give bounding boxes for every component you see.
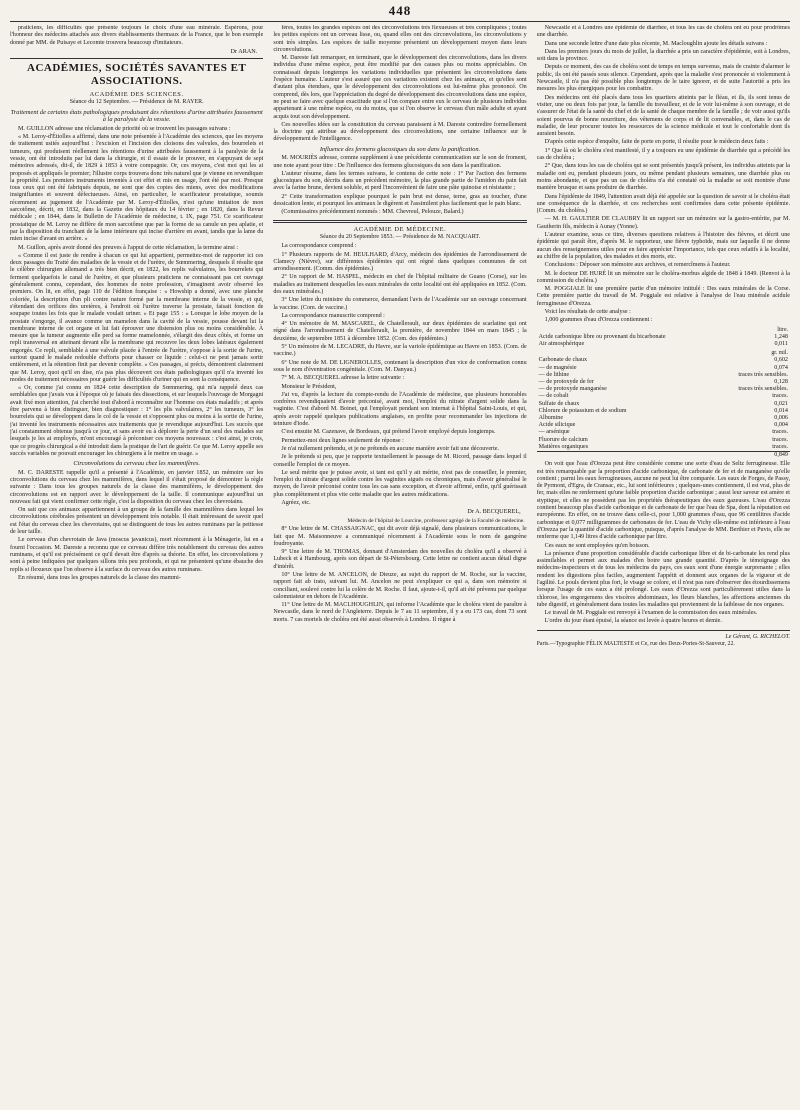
table-row	[537, 386, 790, 393]
paragraph: La correspondance comprend :	[281, 243, 357, 250]
paragraph: « M. Leroy-d'Étiolles a affirmé, dans une note présentée à l'Académie des sciences, que les moyens de traitement usités aujourd'hui : l'excision et l'incision des cloisons des valvules, des bourrelets et tumeurs, qui produisent réellement les rétentions d'urine attribuées faussement à la paralysie de la vessie, ont été introduits par lui dans la chirurgie, et il essaie de le prouver, en s'appuyant de sept mémoires adressés, dit-il, de 1829 à 1853 à votre compagnie. Or, ces moyens, c'est moi qui les ai proposés et appliqués le premier; l'illustre corps trouvera donc très naturel que je vienne en revendiquer la propriété. Les premiers instruments inventés à cet effet et mis en usage, l'ont été par moi. Presque tous ceux qui ont été fabriqués depuis, ne sont que des copies des miens, avec des modifications insignifiantes et souvent défectueuses. Ainsi, en particulier, le scarificateur prostatique, soumis récemment au jugement de l'Académie par M. Leroy-d'Étiolles, n'est qu'une imitation de mon sarcotôme, décrit, en 1832, dans la Gazette des hôpitaux du 14 février ; en 1820, dans la Revue médicale ; en 1844, dans le Bulletin de l'Académie de médecine, t. IX, page 751. Ce scarificateur prostatique de M. Leroy ne diffère de mon sarcotôme que par la forme de sa canule un peu aplatie, et par la disposition du tranchant de la lame intérieure qui incise d'arrière en avant, tandis que la lame du mien incise d'avant en arrière. »	[10, 134, 264, 243]
paragraph: La présence d'une proportion considérable d'acide carbonique libre et de bi-carbonate les rend plus assimilables et permet aux malades d'en boire une grande quantité. D'après le témoignage des médecins-inspecteurs et de tous les médecins du pays, ces eaux sont d'une énergie surprenante ; elles rendent les digestions plus faciles, augmentent l'appétit et donnent aux organes de la vigueur et de l'agilité. Le pouls devient plus fort, le visage se colore, et il n'est pas rare d'observer des étourdissemens lorsque l'usage de ces eaux a été prolongé. Les eaux d'Orezza sont particulièrement utiles dans la chlorose, les engorgemens des viscères abdominaux, les fleurs blanches, les affections anciennes du tube digestif, et généralement dans toutes les maladies qui proviennent de la faiblesse de nos organes.	[536, 550, 790, 608]
table-cell-label: Albumine	[538, 415, 564, 422]
paragraph: 10° Une lettre de M. ANCELON, de Dieuze, au sujet du rapport de M. Roche, sur la vaccine, rapport fait ab irato, suivant lui. M. Ancelon ne peut s'expliquer ce qui a, dans son mémoire si conciliant, soulevé contre lui la colère de M. Roche. Il faut, ajoute-t-il, qu'il ait été prévenu par quelque calomniateur en dehors de l'Académie.	[273, 571, 527, 600]
table-row	[537, 341, 790, 348]
footer-rule	[537, 630, 790, 631]
session-line: Séance du 12 Septembre. — Présidence de M. RAYER.	[69, 99, 204, 106]
paragraph: Conclusions : Déposer son mémoire aux archives, et remercîmens à l'auteur.	[544, 262, 731, 269]
table-cell-value: 0,014	[774, 407, 788, 414]
article-title: Influence des fermens glucosiques du son dans la panification.	[319, 145, 481, 153]
table-row	[537, 379, 790, 386]
table-cell-label: — de magnésie	[538, 364, 577, 371]
academy-title: ACADÉMIE DE MÉDECINE.	[353, 225, 447, 233]
gerant-line: Le Gérant, G. RICHELOT.	[725, 633, 790, 640]
paragraph: 1,000 grammes d'eau d'Orezza contiennent :	[544, 317, 653, 324]
signature-note: Médecin de l'hôpital de Lourcine, professeur agrégé de la Faculté de médecine.	[347, 517, 525, 524]
paragraph: L'ordre du jour étant épuisé, la séance est levée à quatre heures et demie.	[544, 618, 722, 625]
signature: Dr ARAN.	[230, 47, 258, 55]
table-cell-value: traces.	[772, 393, 788, 400]
table-row	[537, 365, 790, 372]
section-rule	[273, 220, 526, 223]
paragraph: Le seul mérite que je puisse avoir, si tant est qu'il y ait mérite, n'est pas de conseiller, le premier, l'emploi du nitrate d'argent solide contre les vaginites aiguës ou chroniques, mais d'avoir généralisé le moyen, de l'avoir préconisé contre tous les cas sans exception, et d'avoir affirmé, enfin, qu'il guérissait plus complètement et plus vite cette maladie que les autres médications.	[273, 469, 527, 498]
paragraph: 9° Une lettre de M. THOMAS, donnant d'Amsterdam des nouvelles du choléra qu'il a observé à Lubeck et à Hambourg, après son départ de St-Pétersbourg. Cette lettre ne contient aucun détail digne d'intérêt.	[273, 549, 527, 570]
paragraph: 2° Que, dans tous les cas de choléra qui se sont présentés jusqu'à présent, les individus atteints par la maladie ont eu, pendant plusieurs jours, ou même pendant plusieurs semaines, une diarrhée plus ou moins abondante, et que pas un cas de choléra n'a été constaté où la maladie se soit montrée d'une manière brusque et sans produire de diarrhée.	[536, 163, 790, 192]
footer	[537, 630, 790, 649]
paragraph: Ces nouvelles idées sur la constitution du cerveau paraissent à M. Dareste contredire formellement la doctrine qui attribue au développement des circonvolutions, une certaine influence sur le développement de l'intelligence.	[273, 121, 527, 143]
article-title: Circonvolutions du cerveau chez les mammifères.	[73, 460, 200, 468]
table-cell-value: 0,602	[774, 357, 788, 364]
paragraph: « Or, comme j'ai connu en 1824 cette description de Sœmmering, qui m'a rappelé deux cas semblables que j'avais vus à l'époque où je faisais des dissections, et sur lesquels l'ouvrage de Morgagni avait fixé mon attention, j'ai cherché tout d'abord à reconnaître sur l'homme ces états maladifs ; et après être parvenu à bien distinguer, bien diagnostiquer : 1° les plis valvulaires, 2° les tumeurs, 3° les bourrelets qui se développent dans le col de la vessie et s'opposent plus ou moins à la sortie de l'urine, j'ai inventé les instruments nécessaires aux traitements que je revendique aujourd'hui. Les succès que j'ai constamment obtenus jusqu'à ce jour, et sans avoir eu à déplorer la perte d'un seul des malades sur lesquels je les ai employés, m'ont encouragé à préconiser ces moyens nouveaux : c'est ainsi, je crois, que ce progrès chirurgical a été introduit dans la pratique de l'art de guérir. Ce que M. Leroy appelle ses succès variables ne pouvait encourager les chirurgiens à le mettre en usage. »	[10, 385, 264, 457]
paragraph: 11° Une lettre de M. MACLHOUGHLIN, qui informe l'Académie que le choléra vient de paraître à Newcastle, dans le nord de l'Angleterre. Depuis le 7 au 11 septembre, il y a eu 173 cas, dont 73 sont morts. 7 cas mortels de choléra ont été aussi observés à Londres. Il règne à	[273, 602, 527, 623]
paragraph: Newcastle et à Londres une épidémie de diarrhée, et tous les cas de choléra ont eu pour prodrômes une diarrhée.	[536, 25, 790, 39]
header-rule	[10, 21, 790, 22]
paragraph: « Comme il est juste de rendre à chacun ce qui lui appartient, permettez-moi de rapporter ici ces deux passages du Traité des maladies de la vessie et de l'urètre, de Sœmmering, desquels il résulte que le célèbre chirurgien allemand a très bien décrit, en 1822, les replis valvulaires, les bourrelets qui ferment quelquefois le canal de l'urètre, et que plusieurs praticiens ne connaissant pas cet ouvrage généralement connu, cependant, des hommes de notre profession, s'imaginent avoir observé les premiers. On lit, en effet, page 110 de l'édition française : « Howship a donné, avec une planche coloriée, la description d'un pli contre nature formé par la membrane interne de la vessie, et qui, s'étendant des orifices des uretères, à l'endroit où l'urètre traverse la prostate, faisait fonction de soupape toutes les fois que le malade voulait uriner. » Et page 155 : « Lorsque le lobe moyen de la prostate s'engorge, il avance comme un mamelon dans la cavité de la vessie, pousse devant lui la membrane interne de cet organe et lui fait éprouver une distension plus ou moins considérable. À mesure que la tumeur augmente elle perd sa forme mamelonnée, s'élargit des deux côtés, et forme un repli transversal en atteinant devant elle la membrane qui recouvre les deux lobes latéraux également engorgés. Ce repli, semblable à une valvule placée à l'entrée de l'urètre, s'oppose à la sortie de l'urine, surtout quand le malade redouble d'efforts pour chasser ce liquide : celui-ci ne peut jamais sortir entièrement, et la rétention finit par devenir complète. » Ces passages, si précis, démontrent clairement que M. Leroy, quoi qu'il en dise, n'a pas plus découvert ces états pathologiques qu'il n'a inventé les modes de traitement nécessaires pour guérir les difficultés d'uriner qui en sont la conséquence.	[10, 252, 264, 383]
table-cell-label: Acide carbonique libre ou provenant du bicarbonate	[538, 333, 666, 340]
table-cell-value: 0,074	[774, 364, 788, 371]
paragraph: praticiens, les difficultés que présente toujours le choix d'une eau minérale. Espérons, pour l'honneur des médecins attachés aux divers établissements thermaux de la France, que le bon exemple donné par MM. de Puisaye et Lecomte trouvera beaucoup d'imitateurs.	[10, 25, 264, 46]
table-cell-label: Sulfate de chaux	[538, 400, 580, 407]
table-cell-value: traces très sensibles.	[738, 371, 788, 378]
paragraph: 2° Cette transformation explique pourquoi le pain brut est dense, terne, gras au toucher, d'une dessication lente, et pourquoi les animaux le digèrent et l'assimilent plus facilement que le pain blanc.	[273, 193, 527, 208]
table-row	[537, 334, 790, 341]
paragraph: L'auteur résume, dans les termes suivans, le contenu de cette note : 1° Par l'action des fermens glucosiques du son, décrits dans un précédent mémoire, la plus grande partie de l'amidon du pain fait avec la farine brune, devient soluble, et perd l'inconvénient de faire une pâte quinoise et résistante ;	[273, 170, 527, 192]
paragraph: M. C. DARESTE rappelle qu'il a présenté à l'Académie, en janvier 1852, un mémoire sur les circonvolutions du cerveau chez les mammifères, dans lequel il s'était proposé de démontrer la règle suivante : Dans tous les groupes naturels de la classe des mammifères, le développement des circonvolutions est en rapport avec le développement de la taille. Il communique aujourd'hui un nouveau fait qui vient confirmer cette règle, c'est la disposition du cerveau chez les chevrotains.	[10, 469, 264, 505]
paragraph: Le travail de M. Poggiale est renvoyé à l'examen de la commission des eaux minérales.	[544, 610, 758, 617]
paragraph: La correspondance manuscrite comprend :	[281, 312, 385, 319]
table-cell-label: Carbonate de chaux	[538, 357, 588, 364]
paragraph: Dans une seconde lettre d'une date plus récente, M. Macloughlin ajoute les détails suivans :	[544, 40, 768, 47]
paragraph: Dans les premiers jours du mois de juillet, la diarrhée a pris un caractère d'épidémie, soit à Londres, soit dans la province.	[536, 48, 790, 63]
table-row	[537, 444, 790, 452]
paragraph: — M. H. GAULTIER DE CLAUBRY lit un rapport sur un mémoire sur la gastro-entérite, par M. Gautherin fils, médecin à Aunay (Yonne).	[536, 216, 790, 230]
table-row	[537, 422, 790, 429]
paragraph: fères, toutes les grandes espèces ont des circonvolutions très flexueuses et très compliquées ; toutes les petites espèces ont un cerveau lisse, ou, quand elles ont des circonvolutions, les circonvolutions y sont très simples. Les espèces de taille moyenne présentent un développement moyen dans leurs circonvolutions.	[273, 25, 527, 53]
section-rule	[10, 58, 263, 59]
paragraph: On sait que ces animaux appartiennent à un groupe de la famille des mammifères dans lequel les circonvolutions cérébrales présentent un développement très notable. Il était intéressant de savoir quel est l'état du cerveau chez les chevrotains, qui se distinguent de tous les autres ruminans par la petitesse de leur taille.	[10, 507, 264, 536]
session-line: Séance du 20 Septembre 1853. — Présidence de M. NACQUART.	[319, 233, 481, 240]
table-cell-value: 0,011	[774, 340, 788, 347]
table-row	[537, 429, 790, 436]
table-row	[537, 357, 790, 364]
column-3	[537, 25, 790, 1103]
table-cell-label: — de protoxyde de fer	[538, 379, 594, 385]
table-row	[537, 393, 790, 400]
table-cell-label: — arsénique	[538, 429, 570, 436]
paragraph: Je n'ai nullement prétendu, et je ne prétends en aucune manière avoir fait une découverte.	[281, 445, 499, 452]
table-cell-value: traces.	[772, 429, 788, 436]
table-cell-value: traces.	[772, 443, 788, 450]
unit-label: gr. mil.	[771, 350, 788, 357]
paragraph: Voici les résultats de cette analyse :	[544, 308, 631, 315]
paragraph: M. Guillon, après avoir donné des preuves à l'appui de cette réclamation, la termine ainsi :	[18, 244, 239, 251]
paragraph: 1° Plusieurs rapports de M. HEULHARD, d'Arcy, médecin des épidémies de l'arrondissement de Clamecy (Nièvre), sur différentes épidémies qui ont régné dans quelques communes de cet arrondissement. (Comm. des épidémies.)	[273, 251, 527, 273]
table-cell-label: — de lithine	[538, 371, 570, 378]
paragraph: M. MOURIÈS adresse, comme supplément à une précédente communication sur le son de froment, une note ayant pour titre : De l'influence des fermens glucosiques du son dans la panification.	[273, 155, 527, 169]
table-cell-value: 0,004	[774, 422, 788, 429]
table-cell-label: Air atmosphérique	[538, 340, 585, 347]
paragraph: L'auteur examine, sous ce titre, diverses questions relatives à l'histoire des fièvres, et décrit une épidémie qui paraît être, d'après M. le rapporteur, une fièvre typhoïde, mais sur laquelle il ne donne aucun des renseignemens utiles pour en faire apprécier l'importance, tels que ceux relatifs à la localité, au chiffre de la population, des malades et des morts, etc.	[536, 232, 790, 260]
paragraph: M. GUILLON adresse une réclamation de priorité où se trouvent les passages suivans :	[18, 125, 231, 132]
paragraph: Agréez, etc.	[281, 500, 311, 507]
paragraph: 4° Un mémoire de M. MASCAREL, de Chatellerault, sur deux épidémies de scarlatine qui ont régné dans l'arrondissement de Chatellerault, la première, de novembre 1844 en mars 1845 ; la deuxième, de septembre 1851 à décembre 1852. (Com. des épidémies.)	[273, 321, 527, 342]
paragraph: C'est ensuite M. Cazenave, de Bordeaux, qui prétend l'avoir employé depuis longtemps.	[281, 429, 496, 436]
paragraph: Ces eaux ne sont employées qu'en boisson.	[544, 542, 650, 549]
table-row	[537, 372, 790, 379]
paragraph: J'ai vu, d'après la lecture du compte-rendu de l'Académie de médecine, que plusieurs honorables confrères revendiquaient d'avoir préconisé, avant moi, l'emploi du nitrate d'argent solide dans la vaginite. C'est d'abord M. Boinet, qui l'employait pendant son internat à l'hôpital Saint-Louis, et qui, après avoir rappelé quelques publications anglaises, en profite pour recommander les injections de teinture d'iode.	[273, 391, 527, 428]
table-cell-value: traces très sensibles.	[738, 386, 788, 393]
paragraph: 7° M. A. BECQUEREL adresse la lettre suivante :	[281, 375, 405, 382]
paragraph: M. Dareste fait remarquer, en terminant, que le développement des circonvolutions, dans les divers individus d'une même espèce, peut être modifié par des causes plus ou moins appréciables. On connaissait depuis longtemps les variations individuelles que présentent les circonvolutions dans l'espèce humaine. L'auteur s'est assuré que ces variations existent chez les animaux, et qu'elles sont d'autant plus étendues, que le développement des circonvolutions est lui-même plus prononcé. On comprend, dès lors, que l'appréciation du degré de développement des circonvolutions dans une espèce, ne peut se faire avec quelque exactitude que si l'on compare entre eux le cerveau de plusieurs individus appartenant à une même espèce, ou du moins, que si l'on observe le cerveau d'un mâle adulte et ayant acquis tout son développement.	[273, 55, 527, 120]
table-row	[537, 415, 790, 422]
table-row	[537, 401, 790, 408]
table-cell-value: 0,128	[774, 379, 788, 385]
paragraph: M. POGGIALE lit une première partie d'un mémoire intitulé : Des eaux minérales de la Corse. Cette première partie du travail de M. Poggiale est relative à l'analyse de l'eau minérale acidule ferrugineuse d'Orezza.	[536, 286, 790, 307]
paragraph: M. le docteur DE HURÉ lit un mémoire sur le choléra-morbus algide de 1848 à 1849. (Renvoi à la commission du choléra.)	[536, 270, 790, 284]
paragraph: Depuis ce moment, des cas de choléra sont de temps en temps survenus, mais de crainte d'alarmer le public, ils ont été passés sous silence. Cependant, après que la maladie s'est prononcée si violemment à Newcastle, il n'a pas été possible plus longtemps de le taire ignorer, et de suite l'autorité a pris les mesures les plus énergiques pour les combattre.	[536, 64, 790, 93]
table-cell-label: Chlorure de potassium et de sodium	[538, 407, 627, 414]
paragraph: 5° Un mémoire de M. LECADRE, du Havre, sur la variole épidémique au Havre en 1853. (Com. de vaccine.)	[273, 344, 527, 358]
newspaper-page	[10, 0, 790, 1100]
paragraph: En résumé, dans tous les groupes naturels de la classe des mammi-	[18, 574, 181, 581]
printer-line: Paris.—Typographie FÉLIX MALTESTE et Ce, rue des Deux-Portes-St-Sauveur, 22.	[536, 641, 735, 648]
paragraph: On voit que l'eau d'Orezza peut être considérée comme une sorte d'eau de Seltz ferrugineuse. Elle est très remarquable par la proportion d'acide carbonique, de carbonate de fer et de manganèse qu'elle contient ; parmi les eaux ferrugineuses, aucune ne peut lui être comparée. Les eaux de Forges, de Passy, de Pyrmont, d'Egra, de Cransac, etc., lui sont inférieures ; quelques-unes contiennent, il est vrai, plus de fer, mais elles ne renferment qu'une faible proportion d'acide carbonique ; aussi leur saveur est amère et styptique, et elles ne possèdent pas les propriétés thérapeutiques des eaux gazeuses. L'eau d'Orezza contient beaucoup plus d'acide carbonique et de carbonate de fer que l'eau de Spa, dont la réputation est européenne. En effet, on ne trouve dans celle-ci, pour 1,000 grammes d'eau, que 96 centilitres d'acide carbonique et 0,077 milligrammes de carbonates de fer. L'eau de Vichy elle-même est inférieure à l'eau d'Orezza par la quantité d'acide carbonique, puisque, d'après l'analyse de MM. Berthier et Puvis, elle ne renferme que 1,149 litres d'acide carbonique par litre.	[536, 461, 790, 541]
paragraph: 1° Que là où le choléra s'est manifesté, il y a toujours eu une épidémie de diarrhée qui a précédé les cas de choléra ;	[536, 147, 790, 162]
section-title: ACADÉMIES, SOCIÉTÉS SAVANTES ET ASSOCIATIONS.	[27, 62, 247, 88]
table-cell-label: Matières organiques	[538, 443, 589, 450]
paragraph: Le cerveau d'un chevrotain de Java (moscus javanicus), mort récemment à la Ménagerie, lui en a fourni l'occasion. M. Dareste a reconnu que ce cerveau diffère très notablement du cerveau des autres ruminans, et qu'il est précisément ce qu'il devait être d'après sa théorie. En effet, les circonvolutions y sont à peine indiquées par quelques sillons très peu profonds, et qui ne présentent qu'une ébauche des replis si flexueux que l'on observe à la surface du cerveau des autres ruminans.	[10, 537, 264, 573]
paragraph: 3° Une lettre du ministre du commerce, demandant l'avis de l'Académie sur un ouvrage concernant la vaccine. (Com. de vaccine.)	[273, 297, 527, 311]
analysis-table-gases	[537, 327, 790, 349]
table-cell-value: traces.	[772, 436, 788, 443]
column-2	[273, 25, 526, 1103]
table-cell-label: Fluorure de calcium	[538, 436, 588, 443]
academy-title: ACADÉMIE DES SCIENCES.	[89, 91, 184, 99]
table-cell-value: 1,248	[774, 333, 788, 340]
table-total-row	[537, 452, 790, 460]
paragraph: Dans l'épidémie de 1849, l'attention avait déjà été appelée sur la question de savoir si le choléra était une conséquence de la diarrhée, et ces recherches sont confirmées dans cette présente épidémie. (Comm. du choléra.)	[536, 193, 790, 215]
paragraph: 8° Une lettre de M. CHASSAIGNAC, qui dit avoir déjà signalé, dans plusieurs communications, le fait que M. Maisonneuve a communiqué récemment à l'Académie sous le nom de gangrène foudroyante.	[273, 526, 527, 547]
table-cell-label: — de cobalt	[538, 393, 569, 400]
paragraph: D'après cette espèce d'enquête, faite de porte en porte, il résulte pour le médecin deux faits :	[544, 139, 769, 146]
analysis-table-salts	[537, 350, 790, 459]
paragraph: Permettez-moi deux lignes seulement de réponse :	[281, 437, 404, 444]
text-columns	[10, 25, 790, 1103]
paragraph: 2° Un rapport de M. HASPEL, médecin en chef de l'hôpital militaire de Guano (Corse), sur les maladies au traitement desquelles les eaux minérales de cette localité ont été appliquées en 1852. (Com. des eaux minérales.)	[273, 274, 527, 295]
paragraph: Je le prétends si peu, que je rapporte textuellement le passage de M. Ricord, passage dans lequel il conseille l'emploi de ce moyen.	[273, 454, 527, 468]
table-cell-value: 0,006	[774, 415, 788, 422]
table-total-value: 0,849	[697, 452, 790, 460]
table-row	[537, 437, 790, 444]
paragraph: Des médecins ont été placés dans tous les quartiers atteints par le fléau, et ils, ils sont tenus de visiter, une ou deux fois par jour, la famille du travailleur, et de le voir lui-même à son ouvrage, et de s'assurer de l'état de la santé du chef et de la santé de chaque membre de la famille ; de voir aussi qu'ils soient pourvus de bonne nourriture, des vêtemens de corps et de lit convenables, et, dans le cas de maladie, de leur procurer toutes les ressources de la science médicale et tout le confortable dont ils auraient besoin.	[536, 94, 790, 138]
signature: Dr A. BECQUEREL,	[467, 508, 521, 516]
article-title: Traitement de certains états pathologiques produisant des rétentions d'urine attribuées faussement à la paralysie de la vessie.	[10, 108, 263, 124]
unit-label: litre.	[777, 326, 788, 333]
column-1	[10, 25, 263, 1103]
paragraph: Monsieur le Président,	[281, 383, 337, 390]
table-cell-label: — de protoxyde manganèse	[538, 386, 607, 393]
table-cell-label: Acide silicique	[538, 422, 576, 429]
table-cell-value: 0,021	[774, 400, 788, 407]
paragraph: (Commissaires précédemment nommés : MM. Chevreul, Pelouze, Balard.)	[281, 209, 464, 216]
page-number: 448	[388, 3, 412, 18]
paragraph: 6° Une note de M. DE LIGNEROLLES, contenant la description d'un vice de conformation connu sous le nom d'éventration congénitale. (Com. M. Danyau.)	[273, 359, 527, 373]
table-row	[537, 408, 790, 415]
